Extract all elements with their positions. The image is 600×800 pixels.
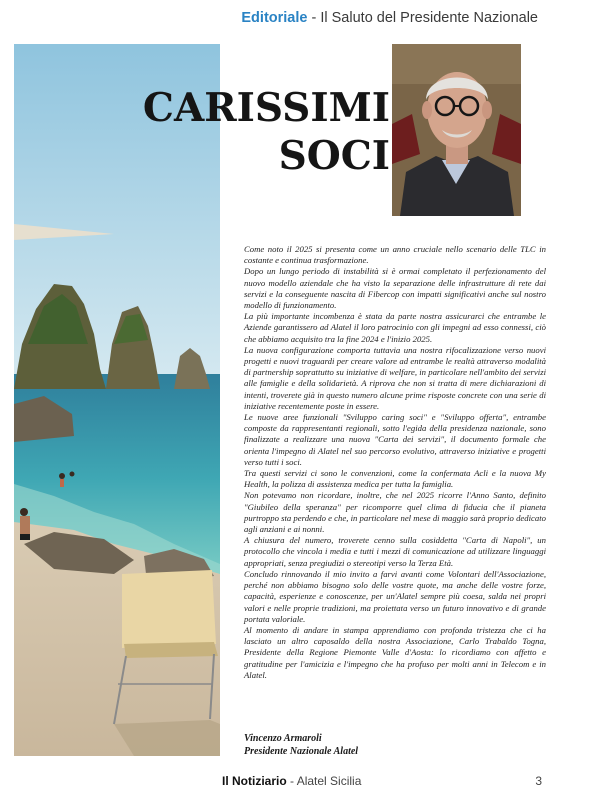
president-portrait [392, 44, 521, 216]
signature-role: Presidente Nazionale Alatel [244, 745, 359, 757]
article-paragraph-9: Concludo rinnovando il mio invito a farvi avanti come Volontari dell'Associazione, perché non abbiamo bisogno solo delle vostre quote, ma anche delle vostre forze, capacità, esperienze e conoscenze, per un'Alatel sempre più coesa, salda nei propri valori e nelle proprie tradizioni, ma proiettata verso un futuro innovativo e di grande portata valoriale. [244, 568, 546, 624]
page-footer [222, 774, 361, 788]
article-body [244, 244, 546, 681]
article-paragraph-3: La più importante incombenza è stata da parte nostra assicurarci che entrambe le Aziende garantissero ad Alatel il loro patrocinio con gli impegni ad esso connessi, ciò che abbiamo acquisito tra la fine 2024 e l'inizio 2025. [244, 311, 546, 344]
article-paragraph-4: La nuova configurazione comporta tuttavia una nostra rifocalizzazione verso nuovi progetti e nuovi traguardi per creare valore ad entrambe le realtà attraverso modalità di partnership soprattutto su iniziative di welfare, in particolare nell'ambito dei servizi alle famiglie e della solidarietà. A riprova che non si tratta di mere dichiarazioni di intenti, troverete già in questo numero alcune prime risposte concrete con una serie di iniziative recentemente poste in essere. [244, 344, 546, 411]
article-paragraph-5: Le nuove aree funzionali "Sviluppo caring soci" e "Sviluppo offerta", entrambe composte da rappresentanti regionali, sotto l'egida della presidenza nazionale, sono finalizzate a realizzare una nuova "Carta dei servizi", il documento formale che orienta l'impegno di Alatel nel suo percorso evolutivo, attraverso iniziative e progetti verso tutti i soci. [244, 412, 546, 467]
header-subtitle: Il Saluto del Presidente Nazionale [320, 10, 538, 26]
article-paragraph-8: A chiusura del numero, troverete cenno sulla cosiddetta "Carta di Napoli", un protocollo che vincola i media e tutti i mezzi di comunicazione ad utilizzare linguaggi appropriati, senza pregiudizi o stereotipi verso la Terza Età. [244, 535, 546, 568]
signature-block [244, 733, 544, 758]
article-paragraph-2: Dopo un lungo periodo di instabilità si è ormai completato il perfezionamento del nuovo modello aziendale che ha visto la separazione delle infrastrutture di rete dai servizi e la conseguente nascita di Fibercop con impatti significativi anche sul nostro modello di funzionamento. [244, 266, 546, 311]
header-separator: - [307, 10, 321, 26]
signature-name: Vincenzo Armaroli [244, 733, 322, 744]
footer-edition: Alatel Sicilia [296, 774, 362, 788]
page-header [241, 10, 538, 26]
article-paragraph-10: Al momento di andare in stampa apprendiamo con profonda tristezza che ci ha lasciato un altro caposaldo della nostra Associazione, Carlo Trabaldo Togna, Presidente della Regione Piemonte Valle d'Aosta: lo ricordiamo con affetto e gratitudine per l'amicizia e l'impegno che ha profuso per molti anni in Telecom e in Alatel. [244, 624, 546, 680]
article-paragraph-7: Non potevamo non ricordare, inoltre, che nel 2025 ricorre l'Anno Santo, definito "Giubileo della speranza" per ricomporre quel clima di fiducia che il pianeta purtroppo sta perdendo e che, in particolare nel mese di maggio sarà proprio dedicato agli anziani e ai nonni. [244, 490, 546, 535]
article-paragraph-1: Come noto il 2025 si presenta come un anno cruciale nello scenario delle TLC in costante e continua trasformazione. [244, 244, 546, 266]
article-title [0, 84, 390, 180]
footer-separator: - [286, 774, 297, 788]
article-paragraph-6: Tra questi servizi ci sono le convenzioni, come la confermata Acli e la nuova My Health, la polizza di assistenza medica per tutta la famiglia. [244, 468, 546, 490]
footer-publication: Il Notiziario [222, 774, 287, 788]
title-line-1: CARISSIMI [142, 85, 390, 131]
header-section: Editoriale [241, 10, 308, 26]
page-number: 3 [535, 774, 542, 788]
title-line-2: SOCI [278, 133, 390, 179]
